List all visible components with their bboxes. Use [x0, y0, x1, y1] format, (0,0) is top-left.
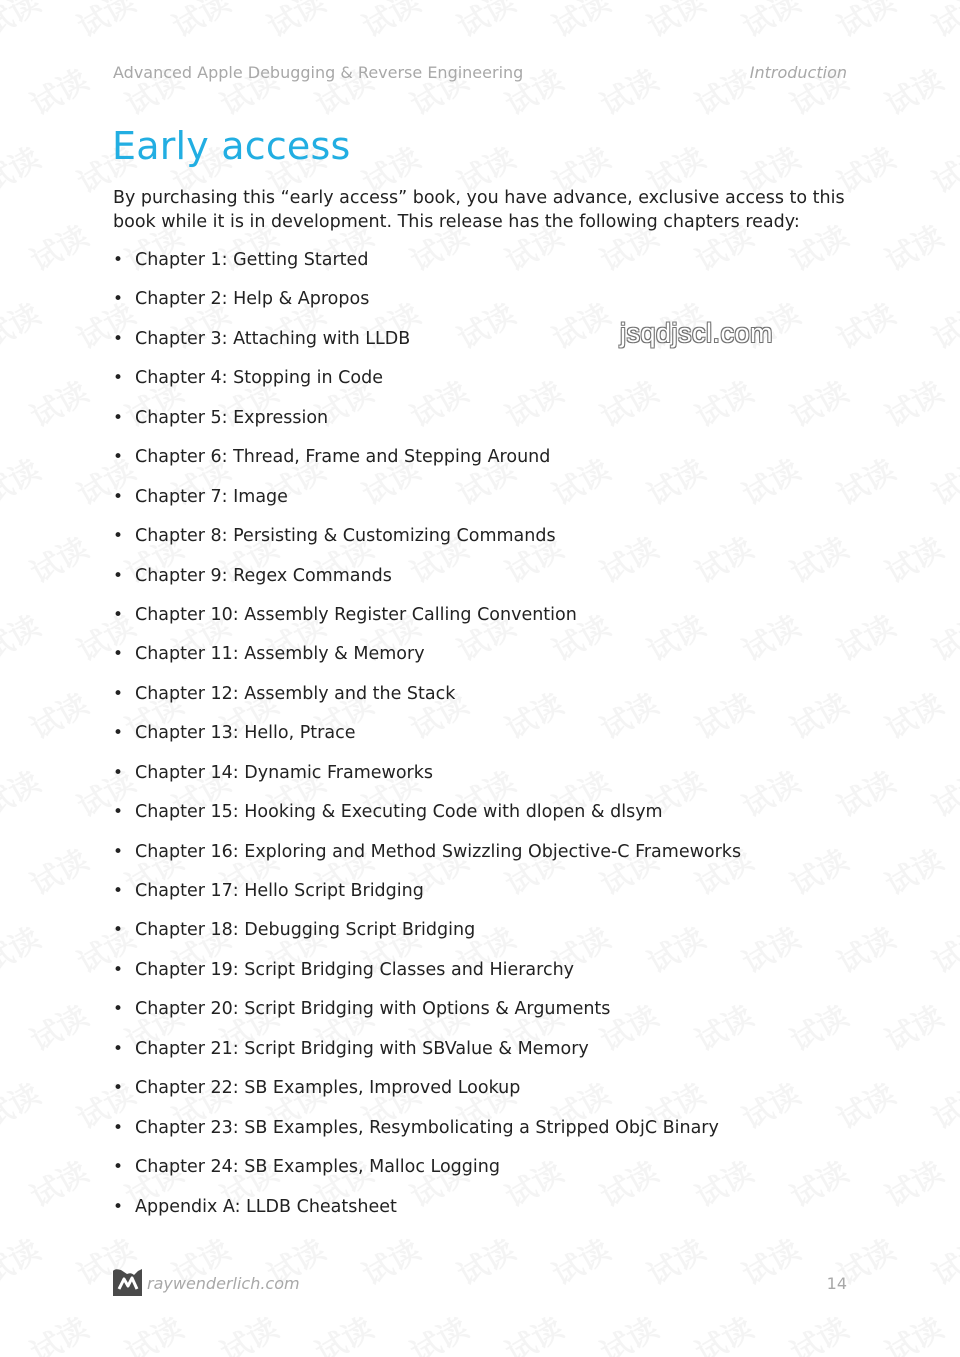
page-title: Early access [112, 124, 351, 168]
bullet-icon: • [113, 1078, 124, 1099]
chapter-list-item [113, 485, 741, 524]
bullet-icon: • [113, 565, 124, 586]
bullet-icon: • [113, 999, 124, 1020]
chapter-title: Chapter 22: SB Examples, Improved Lookup [135, 1078, 521, 1099]
intro-paragraph: By purchasing this “early access” book, you have advance, exclusive access to this book while it is in development. This release has the following chapters ready: [113, 188, 845, 232]
chapter-list-item [113, 366, 741, 405]
chapter-list-item [113, 761, 741, 800]
chapter-list [113, 248, 741, 1234]
chapter-list-item [113, 997, 741, 1036]
bullet-icon: • [113, 526, 124, 547]
chapter-list-item [113, 1037, 741, 1076]
chapter-title: Chapter 21: Script Bridging with SBValue & Memory [135, 1038, 589, 1059]
bullet-icon: • [113, 762, 124, 783]
chapter-title: Chapter 3: Attaching with LLDB [135, 328, 411, 349]
bullet-icon: • [113, 447, 124, 468]
chapter-title: Chapter 20: Script Bridging with Options & Arguments [135, 999, 611, 1020]
chapter-title: Chapter 6: Thread, Frame and Stepping Around [135, 447, 551, 468]
chapter-title: Chapter 12: Assembly and the Stack [135, 683, 456, 704]
chapter-list-item [113, 918, 741, 957]
chapter-list-item [113, 564, 741, 603]
chapter-title: Chapter 14: Dynamic Frameworks [135, 762, 433, 783]
bullet-icon: • [113, 683, 124, 704]
chapter-title: Chapter 8: Persisting & Customizing Commands [135, 526, 556, 547]
footer-site-name: raywenderlich.com [147, 1274, 300, 1293]
site-stamp: jsqdjscl.com [620, 318, 774, 348]
chapter-list-item [113, 1116, 741, 1155]
chapter-list-item [113, 248, 741, 287]
bullet-icon: • [113, 604, 124, 625]
bullet-icon: • [113, 1157, 124, 1178]
page-number: 14 [826, 1274, 847, 1293]
chapter-list-item [113, 958, 741, 997]
chapter-list-item [113, 603, 741, 642]
chapter-title: Chapter 24: SB Examples, Malloc Logging [135, 1157, 500, 1178]
bullet-icon: • [113, 368, 124, 389]
chapter-title: Chapter 9: Regex Commands [135, 565, 392, 586]
bullet-icon: • [113, 407, 124, 428]
chapter-list-item [113, 642, 741, 681]
chapter-title: Appendix A: LLDB Cheatsheet [135, 1196, 397, 1217]
chapter-list-item [113, 1195, 741, 1234]
chapter-title: Chapter 4: Stopping in Code [135, 368, 383, 389]
running-header-book-title: Advanced Apple Debugging & Reverse Engineering [113, 63, 524, 82]
chapter-title: Chapter 2: Help & Apropos [135, 289, 370, 310]
bullet-icon: • [113, 1038, 124, 1059]
bullet-icon: • [113, 1196, 124, 1217]
chapter-title: Chapter 13: Hello, Ptrace [135, 723, 356, 744]
bullet-icon: • [113, 644, 124, 665]
chapter-title: Chapter 15: Hooking & Executing Code with dlopen & dlsym [135, 802, 663, 823]
chapter-title: Chapter 5: Expression [135, 407, 329, 428]
chapter-list-item [113, 1076, 741, 1115]
chapter-title: Chapter 1: Getting Started [135, 250, 369, 270]
bullet-icon: • [113, 723, 124, 744]
bullet-icon: • [113, 802, 124, 823]
bullet-icon: • [113, 328, 124, 349]
bullet-icon: • [113, 486, 124, 507]
chapter-list-item [113, 840, 741, 879]
chapter-list-item [113, 800, 741, 839]
chapter-list-item [113, 1155, 741, 1194]
chapter-title: Chapter 19: Script Bridging Classes and Hierarchy [135, 959, 575, 980]
chapter-title: Chapter 23: SB Examples, Resymbolicating a Stripped ObjC Binary [135, 1117, 719, 1138]
chapter-list-item [113, 682, 741, 721]
chapter-title: Chapter 7: Image [135, 486, 288, 507]
chapter-list-item [113, 879, 741, 918]
chapter-title: Chapter 10: Assembly Register Calling Convention [135, 604, 577, 625]
chapter-list-item [113, 721, 741, 760]
bullet-icon: • [113, 289, 124, 310]
bullet-icon: • [113, 1117, 124, 1138]
chapter-list-item [113, 406, 741, 445]
bullet-icon: • [113, 959, 124, 980]
chapter-list-item [113, 445, 741, 484]
raywenderlich-logo-icon [113, 1267, 142, 1296]
chapter-title: Chapter 17: Hello Script Bridging [135, 881, 424, 901]
bullet-icon: • [113, 920, 124, 941]
chapter-list-item [113, 524, 741, 563]
chapter-title: Chapter 16: Exploring and Method Swizzling Objective-C Frameworks [135, 841, 742, 862]
chapter-title: Chapter 18: Debugging Script Bridging [135, 920, 476, 941]
running-header-section: Introduction [749, 63, 847, 82]
chapter-title: Chapter 11: Assembly & Memory [135, 644, 425, 665]
bullet-icon: • [113, 881, 124, 901]
bullet-icon: • [113, 841, 124, 862]
bullet-icon: • [113, 250, 124, 270]
